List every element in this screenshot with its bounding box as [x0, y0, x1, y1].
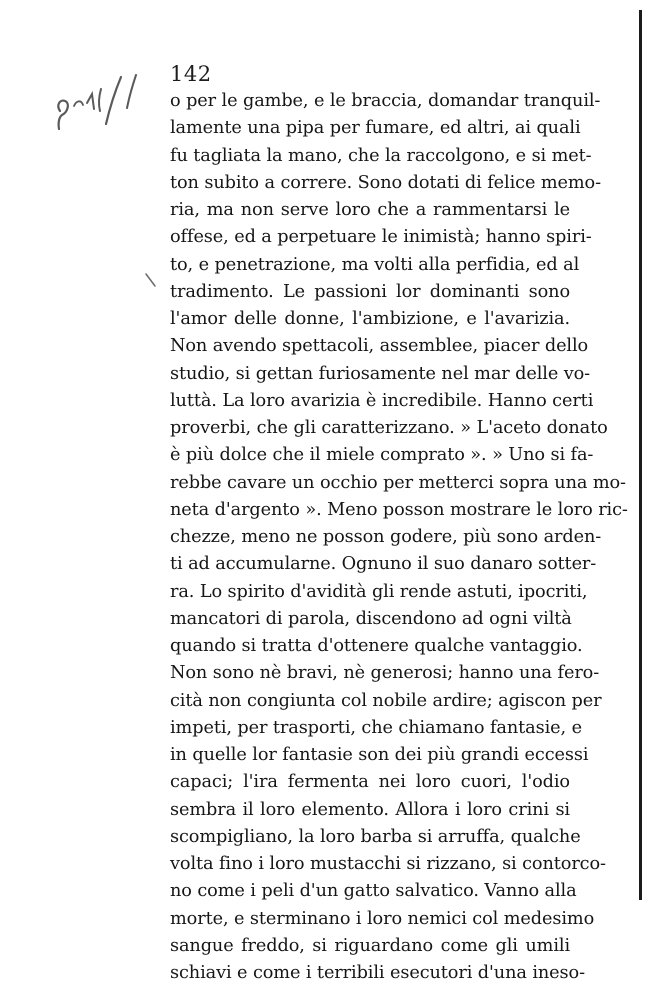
- text-line: offese, ed a perpetuare le inimistà; hanno spiri-: [170, 227, 592, 248]
- text-line: chezze, meno ne posson godere, più sono arden-: [170, 527, 602, 547]
- text-line: fu tagliata la mano, che la raccolgono, e si met-: [170, 145, 592, 166]
- text-line: volta fino i loro mustacchi si rizzano, si contorco-: [170, 854, 606, 874]
- text-line: ra. Lo spirito d'avidità gli rende astuti, ipocriti,: [170, 581, 588, 602]
- text-line: morte, e sterminano i loro nemici col medesimo: [170, 908, 595, 929]
- page-number: 142: [170, 62, 212, 86]
- text-line: in quelle lor fantasie son dei più grandi eccessi: [170, 745, 589, 765]
- text-line: Non avendo spettacoli, assemblee, piacer dello: [170, 336, 589, 357]
- text-line: quando si tratta d'ottenere qualche vantaggio.: [170, 636, 583, 656]
- text-line: proverbi, che gli caratterizzano. » L'aceto donato: [170, 418, 608, 438]
- text-line: Non sono nè bravi, nè generosi; hanno una fero-: [170, 663, 600, 684]
- text-line: ti ad accumularne. Ognuno il suo danaro sotter-: [170, 554, 597, 575]
- page-edge-rule: [639, 10, 642, 900]
- text-line: capaci; l'ira fermenta nei loro cuori, l'odio: [170, 772, 570, 793]
- text-line: tradimento. Le passioni lor dominanti sono: [170, 281, 570, 302]
- text-line: ria, ma non serve loro che a rammentarsi le: [170, 200, 570, 220]
- text-line: lamente una pipa per fumare, ed altri, ai quali: [170, 118, 581, 139]
- text-line: sangue freddo, si riguardano come gli umili: [170, 935, 570, 956]
- text-line: luttà. La loro avarizia è incredibile. Hanno certi: [170, 390, 594, 411]
- text-line: to, e penetrazione, ma volti alla perfidia, ed al: [170, 254, 580, 275]
- text-line: sembra il loro elemento. Allora i loro crini si: [170, 799, 570, 820]
- text-line: è più dolce che il miele comprato ». » Uno si fa-: [170, 445, 594, 466]
- text-line: scompigliano, la loro barba si arruffa, qualche: [170, 826, 581, 847]
- text-line: l'amor delle donne, l'ambizione, e l'avarizia.: [170, 309, 570, 329]
- body-text: [170, 88, 628, 987]
- text-line: schiavi e come i terribili esecutori d'una ineso-: [170, 963, 585, 983]
- text-line: neta d'argento ». Meno posson mostrare le loro ric-: [170, 499, 628, 520]
- text-line: no come i peli d'un gatto salvatico. Vanno alla: [170, 881, 577, 902]
- pencil-margin-mark: [144, 272, 158, 290]
- text-line: ton subito a correre. Sono dotati di felice memo-: [170, 172, 601, 193]
- text-line: o per le gambe, e le braccia, domandar tranquil-: [170, 91, 601, 111]
- text-line: impeti, per trasporti, che chiamano fantasie, e: [170, 717, 582, 738]
- text-line: cità non congiunta col nobile ardire; agiscon per: [170, 690, 602, 711]
- handwritten-margin-note: [52, 72, 144, 142]
- text-line: mancatori di parola, discendono ad ogni viltà: [170, 608, 572, 629]
- text-line: studio, si gettan furiosamente nel mar delle vo-: [170, 363, 591, 384]
- text-line: rebbe cavare un occhio per metterci sopra una mo-: [170, 472, 626, 493]
